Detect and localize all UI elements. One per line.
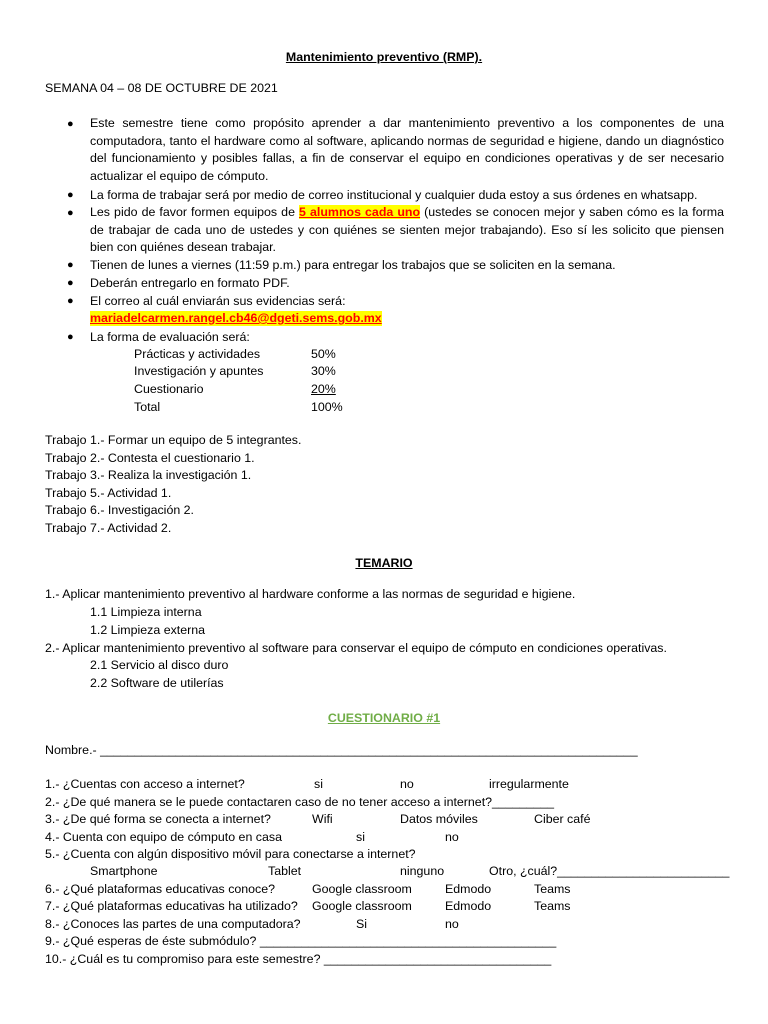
trabajo-item: Trabajo 5.- Actividad 1. (45, 486, 172, 500)
option[interactable]: no (400, 777, 414, 791)
temario-item: 1.- Aplicar mantenimiento preventivo al hardware conforme a las normas de seguridad e higiene. (45, 587, 576, 601)
eval-value: 20% (311, 382, 336, 396)
bullet-icon: ● (67, 189, 74, 201)
bullet-format: Deberán entregarlo en formato PDF. (90, 276, 290, 290)
question-9[interactable]: 9.- ¿Qué esperas de éste submódulo? ___________________________________________ (45, 934, 557, 948)
eval-label: Cuestionario (134, 382, 204, 396)
option[interactable]: Teams (534, 882, 571, 896)
option[interactable]: Edmodo (445, 882, 492, 896)
cuestionario-heading: CUESTIONARIO #1 (327, 711, 441, 725)
option[interactable]: Google classroom (312, 899, 412, 913)
trabajo-item: Trabajo 3.- Realiza la investigación 1. (45, 468, 252, 482)
option[interactable]: Teams (534, 899, 571, 913)
bullet-purpose: Este semestre tiene como propósito aprender a dar mantenimiento preventivo a los componentes de una computadora, tanto el hardware como al software, aplicando normas de seguridad e higiene, dando un diagnóstico del funcionamiento y posibles fallas, a fin de conservar el equipo en condiciones operativas y de ser necesario actualizar el equipo de cómputo. (90, 116, 724, 183)
question-7: 7.- ¿Qué plataformas educativas ha utilizado? (45, 899, 298, 913)
bullet-icon: ● (67, 259, 74, 271)
bullet-icon: ● (67, 118, 74, 130)
temario-subitem: 2.2 Software de utilerías (90, 676, 224, 690)
eval-value: 30% (311, 364, 336, 378)
question-4: 4.- Cuenta con equipo de cómputo en casa (45, 830, 282, 844)
question-10[interactable]: 10.- ¿Cuál es tu compromiso para este semestre? _________________________________ (45, 952, 552, 966)
option[interactable]: si (356, 830, 365, 844)
temario-subitem: 1.2 Limpieza externa (90, 623, 206, 637)
temario-heading: TEMARIO (355, 556, 413, 570)
trabajo-item: Trabajo 7.- Actividad 2. (45, 521, 172, 535)
option[interactable]: si (314, 777, 323, 791)
bullet-evaluation: La forma de evaluación será: (90, 330, 250, 344)
question-1: 1.- ¿Cuentas con acceso a internet? (45, 777, 245, 791)
eval-label: Investigación y apuntes (134, 364, 264, 378)
question-3: 3.- ¿De qué forma se conecta a internet? (45, 812, 271, 826)
trabajo-item: Trabajo 6.- Investigación 2. (45, 503, 194, 517)
option-other-field[interactable]: Otro, ¿cuál?_________________________ (489, 864, 730, 878)
bullet-icon: ● (67, 277, 74, 289)
option[interactable]: Tablet (268, 864, 302, 878)
trabajo-item: Trabajo 2.- Contesta el cuestionario 1. (45, 451, 255, 465)
bullet-icon: ● (67, 207, 74, 219)
question-8: 8.- ¿Conoces las partes de una computadora? (45, 917, 301, 931)
trabajo-item: Trabajo 1.- Formar un equipo de 5 integrantes. (45, 433, 302, 447)
option[interactable]: Ciber café (534, 812, 591, 826)
eval-label: Prácticas y actividades (134, 347, 261, 361)
temario-item: 2.- Aplicar mantenimiento preventivo al software para conservar el equipo de cómputo en condiciones operativas. (45, 641, 667, 655)
option[interactable]: Wifi (312, 812, 333, 826)
page-title: Mantenimiento preventivo (RMP). (285, 50, 483, 64)
bullet-icon: ● (67, 295, 74, 307)
option[interactable]: Smartphone (90, 864, 158, 878)
option[interactable]: no (445, 917, 459, 931)
option[interactable]: Si (356, 917, 368, 931)
bullet-work-mode: La forma de trabajar será por medio de correo institucional y cualquier duda estoy a sus órdenes en whatsapp. (90, 188, 698, 202)
option[interactable]: Edmodo (445, 899, 492, 913)
option[interactable]: irregularmente (489, 777, 569, 791)
bullet-email-intro: El correo al cuál enviarán sus evidencias será: (90, 294, 346, 308)
question-6: 6.- ¿Qué plataformas educativas conoce? (45, 882, 276, 896)
option[interactable]: no (445, 830, 459, 844)
bullet-deadline: Tienen de lunes a viernes (11:59 p.m.) para entregar los trabajos que se soliciten en la semana. (90, 258, 616, 272)
option[interactable]: Google classroom (312, 882, 412, 896)
question-2[interactable]: 2.- ¿De qué manera se le puede contactaren caso de no tener acceso a internet?_________ (45, 795, 555, 809)
question-5: 5.- ¿Cuenta con algún dispositivo móvil para conectarse a internet? (45, 847, 416, 861)
team-size-highlight: 5 alumnos cada uno (299, 205, 421, 219)
bullet-teams: Les pido de favor formen equipos de 5 alumnos cada uno (ustedes se conocen mejor y saben cómo es la forma de trabajar de cada uno de ustedes y con quiénes se sienten mejor trabajando). Eso sí les solicito que piensen bien con quiénes desean trabajar. (90, 205, 724, 255)
temario-subitem: 2.1 Servicio al disco duro (90, 658, 229, 672)
email-link[interactable]: mariadelcarmen.rangel.cb46@dgeti.sems.gob.mx (90, 311, 382, 325)
eval-value: 50% (311, 347, 336, 361)
eval-label: Total (134, 400, 161, 414)
eval-total: 100% (311, 400, 343, 414)
temario-subitem: 1.1 Limpieza interna (90, 605, 202, 619)
nombre-field[interactable]: Nombre.- ______________________________________________________________________________ (45, 743, 638, 757)
option[interactable]: Datos móviles (400, 812, 478, 826)
week-label: SEMANA 04 – 08 DE OCTUBRE DE 2021 (45, 81, 278, 95)
bullet-icon: ● (67, 331, 74, 343)
option[interactable]: ninguno (400, 864, 445, 878)
